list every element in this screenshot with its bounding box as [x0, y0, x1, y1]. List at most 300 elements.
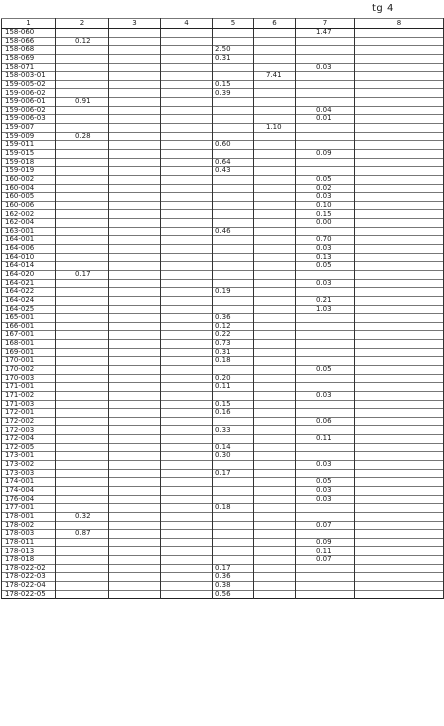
col6-value	[254, 193, 296, 202]
col8-cell	[355, 426, 444, 435]
col2-value	[56, 573, 109, 582]
col8-cell	[355, 124, 444, 133]
col3-cell	[109, 443, 161, 452]
col3-cell	[109, 547, 161, 556]
col7-value: 0.13	[296, 253, 355, 262]
col3-cell	[109, 132, 161, 141]
col3-cell	[109, 417, 161, 426]
column-header: 8	[355, 19, 444, 29]
col3-cell	[109, 46, 161, 55]
col3-cell	[109, 305, 161, 314]
row-code: 173-003	[2, 469, 56, 478]
row-code: 159-009	[2, 132, 56, 141]
col5-value	[213, 279, 254, 288]
col3-cell	[109, 400, 161, 409]
col6-value	[254, 331, 296, 340]
table-row	[2, 426, 444, 435]
col3-cell	[109, 98, 161, 107]
col6-value	[254, 374, 296, 383]
col6-value	[254, 443, 296, 452]
row-code: 169-001	[2, 348, 56, 357]
col8-cell	[355, 409, 444, 418]
table-row	[2, 158, 444, 167]
col7-value: 0.03	[296, 391, 355, 400]
col3-cell	[109, 141, 161, 150]
col6-value	[254, 495, 296, 504]
col6-value	[254, 253, 296, 262]
col4-cell	[161, 54, 213, 63]
col2-value	[56, 262, 109, 271]
col7-value: 0.07	[296, 556, 355, 565]
col8-cell	[355, 253, 444, 262]
table-row	[2, 365, 444, 374]
col2-value	[56, 175, 109, 184]
col3-cell	[109, 590, 161, 599]
col8-cell	[355, 573, 444, 582]
row-code: 164-010	[2, 253, 56, 262]
table-row	[2, 521, 444, 530]
table-row	[2, 486, 444, 495]
col7-value	[296, 400, 355, 409]
table-row	[2, 443, 444, 452]
col2-value	[56, 167, 109, 176]
col3-cell	[109, 279, 161, 288]
col6-value	[254, 538, 296, 547]
row-code: 166-001	[2, 322, 56, 331]
table-row	[2, 322, 444, 331]
col6-value	[254, 54, 296, 63]
table-row	[2, 495, 444, 504]
table-row	[2, 236, 444, 245]
col3-cell	[109, 391, 161, 400]
col3-cell	[109, 288, 161, 297]
col4-cell	[161, 46, 213, 55]
col3-cell	[109, 72, 161, 81]
table-row	[2, 245, 444, 254]
col3-cell	[109, 29, 161, 38]
col5-value: 0.31	[213, 54, 254, 63]
table-row	[2, 193, 444, 202]
col2-value	[56, 322, 109, 331]
col2-value	[56, 452, 109, 461]
col7-value: 0.03	[296, 486, 355, 495]
col7-value	[296, 348, 355, 357]
col8-cell	[355, 556, 444, 565]
col6-value	[254, 279, 296, 288]
col5-value	[213, 72, 254, 81]
col5-value: 0.60	[213, 141, 254, 150]
col4-cell	[161, 348, 213, 357]
col7-value: 0.03	[296, 193, 355, 202]
col3-cell	[109, 495, 161, 504]
col7-value	[296, 573, 355, 582]
col7-value	[296, 270, 355, 279]
table-row	[2, 305, 444, 314]
col2-value	[56, 279, 109, 288]
col4-cell	[161, 175, 213, 184]
col8-cell	[355, 383, 444, 392]
col2-value	[56, 478, 109, 487]
col2-value	[56, 521, 109, 530]
col3-cell	[109, 478, 161, 487]
row-code: 159-011	[2, 141, 56, 150]
col6-value	[254, 89, 296, 98]
col3-cell	[109, 564, 161, 573]
col6-value	[254, 564, 296, 573]
table-row	[2, 141, 444, 150]
row-code: 171-003	[2, 400, 56, 409]
col4-cell	[161, 495, 213, 504]
column-header: 7	[296, 19, 355, 29]
col7-value	[296, 530, 355, 539]
row-code: 159-005-02	[2, 80, 56, 89]
page-number: tg 4	[372, 3, 394, 14]
row-code: 174-004	[2, 486, 56, 495]
col2-value	[56, 486, 109, 495]
col4-cell	[161, 98, 213, 107]
col6-value	[254, 400, 296, 409]
col5-value: 0.36	[213, 573, 254, 582]
col5-value	[213, 478, 254, 487]
column-header: 6	[254, 19, 296, 29]
col7-value: 1.03	[296, 305, 355, 314]
col3-cell	[109, 521, 161, 530]
col5-value	[213, 201, 254, 210]
row-code: 168-001	[2, 340, 56, 349]
row-code: 158-069	[2, 54, 56, 63]
col6-value	[254, 573, 296, 582]
col5-value	[213, 538, 254, 547]
col2-value	[56, 54, 109, 63]
col7-value: 0.03	[296, 495, 355, 504]
col3-cell	[109, 322, 161, 331]
col4-cell	[161, 253, 213, 262]
col8-cell	[355, 184, 444, 193]
table-row	[2, 296, 444, 305]
col5-value	[213, 417, 254, 426]
col6-value	[254, 158, 296, 167]
row-code: 170-003	[2, 374, 56, 383]
col5-value	[213, 262, 254, 271]
col5-value	[213, 296, 254, 305]
col2-value	[56, 348, 109, 357]
col7-value	[296, 37, 355, 46]
col8-cell	[355, 245, 444, 254]
table-row	[2, 409, 444, 418]
col2-value	[56, 538, 109, 547]
col2-value	[56, 547, 109, 556]
col5-value	[213, 219, 254, 228]
col7-value: 0.21	[296, 296, 355, 305]
col2-value	[56, 391, 109, 400]
row-code: 160-006	[2, 201, 56, 210]
col3-cell	[109, 469, 161, 478]
col7-value: 0.06	[296, 417, 355, 426]
col4-cell	[161, 262, 213, 271]
col3-cell	[109, 435, 161, 444]
col2-value	[56, 253, 109, 262]
col5-value	[213, 193, 254, 202]
col4-cell	[161, 365, 213, 374]
table-row	[2, 357, 444, 366]
col8-cell	[355, 417, 444, 426]
col5-value: 0.56	[213, 590, 254, 599]
col5-value	[213, 521, 254, 530]
col3-cell	[109, 314, 161, 323]
col7-value	[296, 54, 355, 63]
col5-value: 0.15	[213, 400, 254, 409]
col8-cell	[355, 357, 444, 366]
row-code: 178-002	[2, 521, 56, 530]
col7-value: 0.03	[296, 461, 355, 470]
col6-value	[254, 305, 296, 314]
header-row	[2, 19, 444, 29]
col4-cell	[161, 556, 213, 565]
col5-value: 0.17	[213, 564, 254, 573]
col7-value	[296, 132, 355, 141]
col2-value	[56, 582, 109, 591]
col6-value	[254, 504, 296, 513]
col5-value: 0.36	[213, 314, 254, 323]
row-code: 160-004	[2, 184, 56, 193]
table-row	[2, 435, 444, 444]
table-row	[2, 29, 444, 38]
col7-value	[296, 590, 355, 599]
col3-cell	[109, 54, 161, 63]
col8-cell	[355, 331, 444, 340]
row-code: 172-003	[2, 426, 56, 435]
col3-cell	[109, 556, 161, 565]
col7-value	[296, 322, 355, 331]
col4-cell	[161, 400, 213, 409]
col5-value: 0.16	[213, 409, 254, 418]
col3-cell	[109, 115, 161, 124]
col2-value: 0.91	[56, 98, 109, 107]
table-row	[2, 538, 444, 547]
col4-cell	[161, 115, 213, 124]
col4-cell	[161, 538, 213, 547]
col4-cell	[161, 29, 213, 38]
col8-cell	[355, 29, 444, 38]
row-code: 178-003	[2, 530, 56, 539]
col4-cell	[161, 245, 213, 254]
col3-cell	[109, 167, 161, 176]
column-header: 4	[161, 19, 213, 29]
col3-cell	[109, 426, 161, 435]
row-code: 162-002	[2, 210, 56, 219]
table-row	[2, 253, 444, 262]
row-code: 178-011	[2, 538, 56, 547]
col2-value	[56, 296, 109, 305]
col7-value: 0.00	[296, 219, 355, 228]
col6-value	[254, 452, 296, 461]
row-code: 172-005	[2, 443, 56, 452]
table-row	[2, 46, 444, 55]
row-code: 167-001	[2, 331, 56, 340]
col4-cell	[161, 80, 213, 89]
table-body	[2, 29, 444, 599]
row-code: 158-066	[2, 37, 56, 46]
col2-value	[56, 443, 109, 452]
col6-value	[254, 469, 296, 478]
col6-value	[254, 149, 296, 158]
col2-value	[56, 365, 109, 374]
col8-cell	[355, 590, 444, 599]
col8-cell	[355, 236, 444, 245]
table-row	[2, 262, 444, 271]
col2-value	[56, 80, 109, 89]
col6-value: 7.41	[254, 72, 296, 81]
col8-cell	[355, 288, 444, 297]
col2-value	[56, 409, 109, 418]
col2-value	[56, 184, 109, 193]
col6-value	[254, 322, 296, 331]
col6-value	[254, 37, 296, 46]
column-header: 5	[213, 19, 254, 29]
col8-cell	[355, 391, 444, 400]
row-code: 178-013	[2, 547, 56, 556]
table-row	[2, 504, 444, 513]
col2-value	[56, 590, 109, 599]
table-row	[2, 512, 444, 521]
col2-value	[56, 210, 109, 219]
col2-value: 0.17	[56, 270, 109, 279]
col2-value	[56, 89, 109, 98]
col5-value	[213, 270, 254, 279]
col4-cell	[161, 478, 213, 487]
col8-cell	[355, 106, 444, 115]
row-code: 178-022-02	[2, 564, 56, 573]
col8-cell	[355, 80, 444, 89]
col2-value	[56, 201, 109, 210]
col7-value	[296, 80, 355, 89]
col4-cell	[161, 201, 213, 210]
col7-value	[296, 443, 355, 452]
col5-value: 0.12	[213, 322, 254, 331]
row-code: 163-001	[2, 227, 56, 236]
table-row	[2, 210, 444, 219]
col8-cell	[355, 167, 444, 176]
table-row	[2, 201, 444, 210]
col8-cell	[355, 193, 444, 202]
table-row	[2, 219, 444, 228]
col2-value	[56, 461, 109, 470]
col5-value	[213, 495, 254, 504]
col8-cell	[355, 54, 444, 63]
col8-cell	[355, 132, 444, 141]
table-row	[2, 175, 444, 184]
col2-value	[56, 357, 109, 366]
col5-value	[213, 210, 254, 219]
col7-value: 0.03	[296, 279, 355, 288]
col6-value	[254, 236, 296, 245]
table-row	[2, 573, 444, 582]
col7-value	[296, 357, 355, 366]
col3-cell	[109, 486, 161, 495]
table-row	[2, 89, 444, 98]
col8-cell	[355, 314, 444, 323]
col4-cell	[161, 573, 213, 582]
table-row	[2, 582, 444, 591]
col7-value	[296, 314, 355, 323]
col5-value: 0.73	[213, 340, 254, 349]
table-row	[2, 340, 444, 349]
col5-value: 0.22	[213, 331, 254, 340]
col4-cell	[161, 184, 213, 193]
row-code: 164-024	[2, 296, 56, 305]
col4-cell	[161, 521, 213, 530]
table-row	[2, 478, 444, 487]
col4-cell	[161, 391, 213, 400]
col4-cell	[161, 512, 213, 521]
col3-cell	[109, 37, 161, 46]
col4-cell	[161, 357, 213, 366]
col2-value	[56, 193, 109, 202]
table-row	[2, 106, 444, 115]
column-header: 3	[109, 19, 161, 29]
col8-cell	[355, 227, 444, 236]
col7-value	[296, 167, 355, 176]
col4-cell	[161, 443, 213, 452]
col2-value	[56, 564, 109, 573]
table-row	[2, 314, 444, 323]
col5-value	[213, 184, 254, 193]
table-row	[2, 63, 444, 72]
col2-value	[56, 305, 109, 314]
row-code: 159-006-02	[2, 106, 56, 115]
col6-value	[254, 262, 296, 271]
row-code: 170-002	[2, 365, 56, 374]
col4-cell	[161, 89, 213, 98]
table-row	[2, 227, 444, 236]
col4-cell	[161, 530, 213, 539]
table-row	[2, 348, 444, 357]
col7-value: 0.05	[296, 365, 355, 374]
row-code: 159-006-03	[2, 115, 56, 124]
col3-cell	[109, 210, 161, 219]
col7-value: 0.11	[296, 435, 355, 444]
col2-value	[56, 106, 109, 115]
col6-value	[254, 270, 296, 279]
col3-cell	[109, 245, 161, 254]
col5-value	[213, 63, 254, 72]
col3-cell	[109, 201, 161, 210]
row-code: 173-002	[2, 461, 56, 470]
col2-value	[56, 149, 109, 158]
col7-value: 0.09	[296, 149, 355, 158]
table-row	[2, 80, 444, 89]
col5-value	[213, 461, 254, 470]
col7-value: 0.10	[296, 201, 355, 210]
col5-value: 2.50	[213, 46, 254, 55]
row-code: 162-004	[2, 219, 56, 228]
col5-value	[213, 435, 254, 444]
col6-value	[254, 582, 296, 591]
col7-value	[296, 383, 355, 392]
col6-value	[254, 547, 296, 556]
table-row	[2, 149, 444, 158]
col8-cell	[355, 461, 444, 470]
col8-cell	[355, 210, 444, 219]
col3-cell	[109, 253, 161, 262]
col2-value	[56, 417, 109, 426]
col5-value: 0.64	[213, 158, 254, 167]
table-row	[2, 115, 444, 124]
col3-cell	[109, 461, 161, 470]
col6-value	[254, 115, 296, 124]
col5-value	[213, 132, 254, 141]
col7-value	[296, 582, 355, 591]
